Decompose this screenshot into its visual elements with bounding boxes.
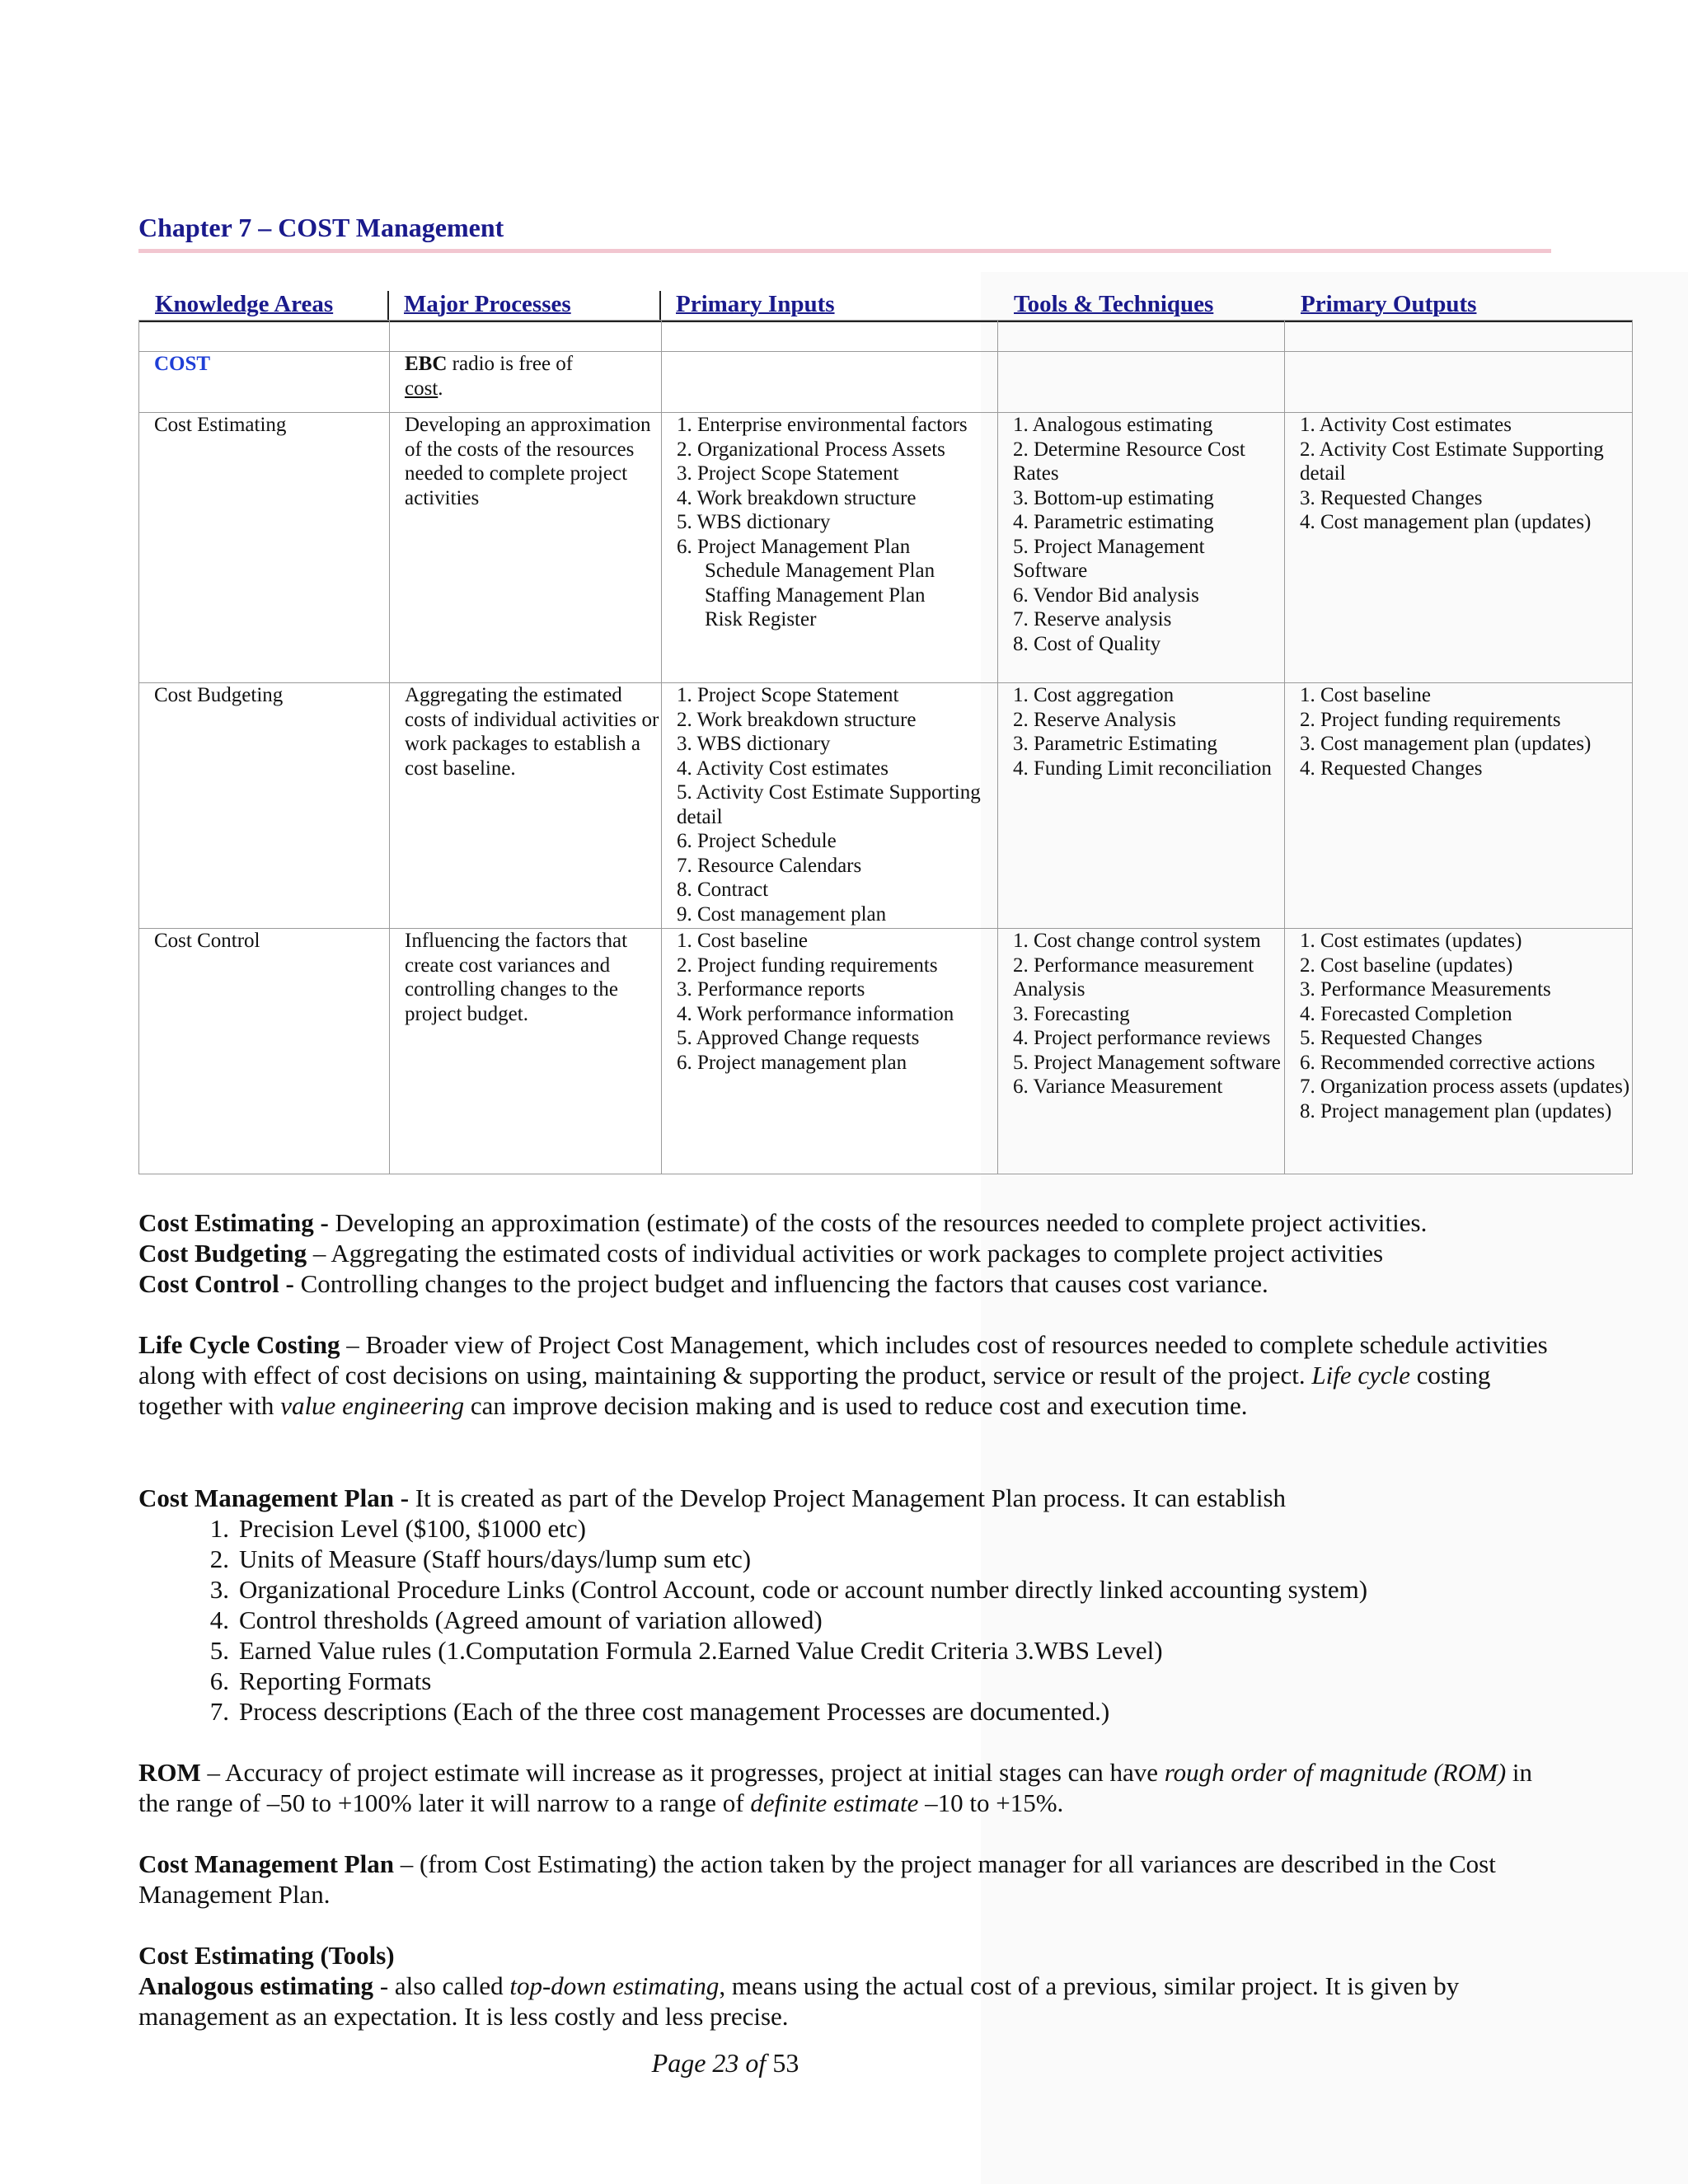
cost-management-plan-note <box>138 1849 1564 1910</box>
output-item: 1. Cost baseline <box>1300 684 1432 706</box>
list-item: 4. Control thresholds (Agreed amount of variation allowed) <box>209 1605 823 1634</box>
tool-item: 2. Determine Resource Cost Rates <box>1013 438 1245 485</box>
tool-item: 1. Analogous estimating <box>1013 414 1213 436</box>
tool-item: 3. Forecasting <box>1013 1002 1130 1025</box>
output-item: 1. Activity Cost estimates <box>1300 414 1512 436</box>
output-item: 3. Requested Changes <box>1300 486 1483 509</box>
tool-item: 3. Parametric Estimating <box>1013 733 1217 755</box>
process-outputs <box>1285 929 1633 1174</box>
input-item: 4. Work performance information <box>677 1002 954 1025</box>
input-item: 1. Project Scope Statement <box>677 684 899 706</box>
process-description: Developing an approximation of the costs of the resources needed to complete project activities <box>390 413 662 683</box>
cost-plan-term: Cost Management Plan - <box>138 1483 410 1512</box>
input-subitem: Staffing Management Plan <box>705 583 926 607</box>
definition-cost-control <box>138 1268 1564 1299</box>
cost-management-plan-section <box>138 1483 1564 1727</box>
input-item: 2. Organizational Process Assets <box>677 438 945 461</box>
area-note-link[interactable]: cost <box>405 377 438 400</box>
output-item: 6. Recommended corrective actions <box>1300 1051 1596 1074</box>
table-row <box>139 929 1633 1174</box>
table-row <box>139 413 1633 683</box>
header-divider <box>387 291 389 321</box>
table-spacer-row <box>139 321 1633 352</box>
table-row <box>139 683 1633 929</box>
process-description: Aggregating the estimated costs of individual activities or work packages to establish a cost baseline. <box>390 683 662 929</box>
output-item: 4. Cost management plan (updates) <box>1300 511 1592 533</box>
definition-text: – Aggregating the estimated costs of individual activities or work packages to complete project activities <box>307 1239 1384 1268</box>
input-item: 3. WBS dictionary <box>677 733 831 755</box>
input-item: 6. Project management plan <box>677 1051 907 1074</box>
life-cycle-term: Life Cycle Costing <box>138 1330 340 1359</box>
tool-item: 6. Variance Measurement <box>1013 1076 1223 1098</box>
rom-text: –10 to +15%. <box>918 1788 1064 1817</box>
definition-term: Cost Control - <box>138 1269 294 1298</box>
input-subitem: Risk Register <box>705 608 817 630</box>
life-cycle-text: costing together with <box>138 1361 1491 1420</box>
output-item: 2. Cost baseline (updates) <box>1300 954 1513 977</box>
definition-term: Cost Estimating - <box>138 1208 329 1237</box>
tool-item: 1. Cost change control system <box>1013 930 1261 952</box>
output-item: 2. Project funding requirements <box>1300 708 1561 731</box>
value-engineering-emphasis: value engineering <box>280 1391 465 1420</box>
output-item: 8. Project management plan (updates) <box>1300 1099 1612 1122</box>
chapter-title-rule <box>138 249 1551 253</box>
definition-text: Controlling changes to the project budget and influencing the factors that causes cost variance. <box>293 1269 1268 1298</box>
input-item: 4. Activity Cost estimates <box>677 757 889 780</box>
process-outputs <box>1285 683 1633 929</box>
output-item: 3. Cost management plan (updates) <box>1300 733 1592 755</box>
chapter-title: Chapter 7 – COST Management <box>138 213 504 242</box>
top-down-emphasis: top-down estimating <box>509 1971 720 2000</box>
area-note-end: . <box>438 377 443 400</box>
output-item: 4. Requested Changes <box>1300 757 1483 780</box>
header-tools-techniques: Tools & Techniques <box>1014 291 1214 317</box>
tool-item: 2. Performance measurement Analysis <box>1013 954 1254 1001</box>
tools-heading: Cost Estimating (Tools) <box>138 1941 395 1970</box>
definite-estimate-emphasis: definite estimate <box>750 1788 919 1817</box>
output-item: 1. Cost estimates (updates) <box>1300 930 1522 952</box>
knowledge-area-cost: COST <box>139 352 390 413</box>
life-cycle-paragraph <box>138 1329 1564 1421</box>
input-item: 9. Cost management plan <box>677 902 887 926</box>
definition-text: Developing an approximation (estimate) of the costs of the resources needed to complete project activities. <box>328 1208 1428 1237</box>
input-item: 2. Project funding requirements <box>677 954 938 977</box>
tool-item: 7. Reserve analysis <box>1013 608 1172 630</box>
output-item: 3. Performance Measurements <box>1300 978 1551 1001</box>
list-item: 1. Precision Level ($100, $1000 etc) <box>209 1514 586 1543</box>
rom-emphasis: rough order of magnitude (ROM) <box>1164 1758 1507 1787</box>
input-item: 4. Work breakdown structure <box>677 486 917 509</box>
tool-item: 4. Project performance reviews <box>1013 1027 1271 1049</box>
process-description: Influencing the factors that create cost variances and controlling changes to the project budget. <box>390 929 662 1174</box>
input-item: 8. Contract <box>677 879 769 901</box>
input-item: 3. Project Scope Statement <box>677 462 899 485</box>
output-item: 4. Forecasted Completion <box>1300 1002 1512 1025</box>
processes-table <box>138 320 1633 1174</box>
page-prefix: Page <box>651 2048 713 2078</box>
process-inputs <box>662 929 998 1174</box>
input-item: 6. Project Schedule <box>677 830 837 852</box>
list-item: 6. Reporting Formats <box>209 1666 432 1695</box>
cost-plan2-text: – (from Cost Estimating) the action taken by the project manager for all variances are described in the Cost Management Plan. <box>138 1849 1496 1909</box>
life-cycle-emphasis: Life cycle <box>1311 1361 1411 1390</box>
input-item: 3. Performance reports <box>677 978 865 1001</box>
analogous-text: - also called <box>373 1971 510 2000</box>
table-area-row <box>139 352 1633 413</box>
analogous-term: Analogous estimating <box>138 1971 374 2000</box>
cost-plan2-term: Cost Management Plan <box>138 1849 394 1878</box>
area-note-bold: EBC <box>405 353 448 375</box>
process-name: Cost Budgeting <box>139 683 390 929</box>
process-inputs <box>662 683 998 929</box>
tool-item: 3. Bottom-up estimating <box>1013 486 1214 509</box>
rom-text: in the range of –50 to +100% later it will narrow to a range of <box>138 1758 1533 1817</box>
page-of: of <box>738 2048 773 2078</box>
output-item: 7. Organization process assets (updates) <box>1300 1076 1630 1098</box>
table-header-row <box>138 291 1632 322</box>
rom-term: ROM <box>138 1758 201 1787</box>
tool-item: 5. Project Management software <box>1013 1051 1281 1074</box>
process-tools <box>998 683 1285 929</box>
process-tools <box>998 413 1285 683</box>
cost-plan-text: It is created as part of the Develop Project Management Plan process. It can establish <box>409 1483 1287 1512</box>
rom-text: – Accuracy of project estimate will increase as it progresses, project at initial stages can have <box>200 1758 1165 1787</box>
life-cycle-text: can improve decision making and is used to reduce cost and execution time. <box>464 1391 1248 1420</box>
output-item: 5. Requested Changes <box>1300 1027 1483 1049</box>
tool-item: 1. Cost aggregation <box>1013 684 1175 706</box>
header-divider <box>659 291 661 321</box>
tool-item: 4. Funding Limit reconciliation <box>1013 757 1272 780</box>
tool-item: 4. Parametric estimating <box>1013 511 1214 533</box>
process-tools <box>998 929 1285 1174</box>
input-item: 5. Activity Cost Estimate Supporting detail <box>677 781 981 828</box>
page-total: 53 <box>772 2048 799 2078</box>
list-item: 3. Organizational Procedure Links (Control Account, code or account number directly linked accounting system) <box>209 1575 1368 1604</box>
page-footer <box>0 2048 1451 2079</box>
input-item: 5. Approved Change requests <box>677 1027 920 1049</box>
process-name: Cost Control <box>139 929 390 1174</box>
definitions-block <box>138 1207 1564 1299</box>
input-item: 7. Resource Calendars <box>677 854 862 877</box>
page-number: 23 <box>712 2048 739 2078</box>
process-outputs <box>1285 413 1633 683</box>
process-inputs <box>662 413 998 683</box>
rom-paragraph <box>138 1757 1564 1818</box>
input-item: 6. Project Management Plan <box>677 535 911 558</box>
analogous-text: , means using the actual cost of a previous, similar project. It is given by management as an expectation. It is less costly and less precise. <box>138 1971 1460 2031</box>
header-primary-inputs: Primary Inputs <box>676 291 835 317</box>
tool-item: 5. Project Management Software <box>1013 535 1205 582</box>
cost-estimating-tools-section <box>138 1940 1564 2032</box>
life-cycle-text: – Broader view of Project Cost Management, which includes cost of resources needed to complete schedule activities along with effect of cost decisions on using, maintaining & supporting the product, service or result of the project. <box>138 1330 1548 1390</box>
tool-item: 2. Reserve Analysis <box>1013 708 1176 731</box>
input-item: 2. Work breakdown structure <box>677 708 917 731</box>
process-name: Cost Estimating <box>139 413 390 683</box>
tool-item: 6. Vendor Bid analysis <box>1013 583 1199 607</box>
header-primary-outputs: Primary Outputs <box>1301 291 1477 317</box>
list-item: 2. Units of Measure (Staff hours/days/lump sum etc) <box>209 1544 752 1573</box>
input-item: 1. Enterprise environmental factors <box>677 414 968 436</box>
header-knowledge-areas: Knowledge Areas <box>155 291 334 317</box>
area-note-text: radio is free of <box>447 353 574 375</box>
input-item: 5. WBS dictionary <box>677 511 831 533</box>
input-item: 1. Cost baseline <box>677 930 809 952</box>
output-item: 2. Activity Cost Estimate Supporting detail <box>1300 438 1604 485</box>
definition-term: Cost Budgeting <box>138 1239 307 1268</box>
definition-cost-estimating <box>138 1207 1564 1238</box>
cost-plan-list <box>138 1513 1564 1727</box>
header-major-processes: Major Processes <box>404 291 571 317</box>
input-subitem: Schedule Management Plan <box>705 560 935 582</box>
area-note <box>390 352 662 413</box>
list-item: 7. Process descriptions (Each of the three cost management Processes are documented.) <box>209 1697 1110 1726</box>
list-item: 5. Earned Value rules (1.Computation Formula 2.Earned Value Credit Criteria 3.WBS Level) <box>209 1636 1163 1665</box>
tool-item: 8. Cost of Quality <box>1013 632 1161 655</box>
definition-cost-budgeting <box>138 1238 1564 1268</box>
